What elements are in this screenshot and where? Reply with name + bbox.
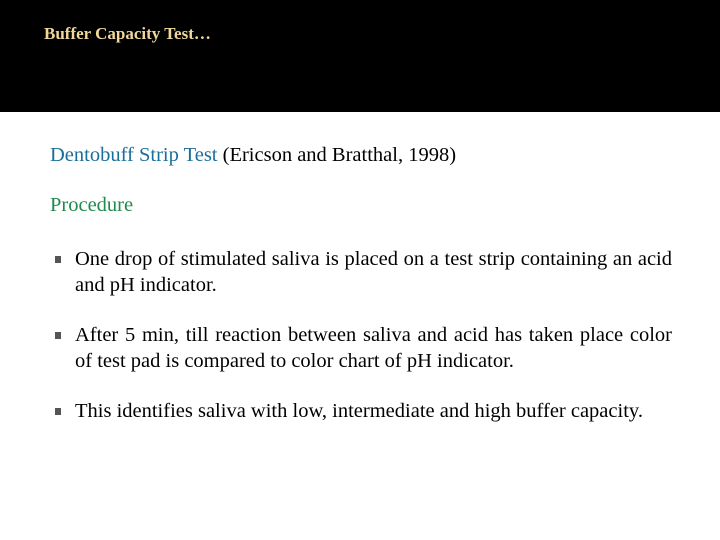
procedure-item — [50, 246, 672, 298]
heading-test-name: Dentobuff Strip Test — [50, 144, 218, 166]
slide-title: Buffer Capacity Test… — [44, 24, 211, 43]
procedure-item — [50, 322, 672, 374]
title-bar — [0, 0, 720, 112]
heading-citation: (Ericson and Bratthal, 1998) — [217, 144, 457, 166]
square-bullet-icon — [55, 332, 61, 339]
procedure-item-text: After 5 min, till reaction between saliva and acid has taken place color of test pad is compared to color chart of pH indicator. — [75, 324, 672, 372]
procedure-label: Procedure — [50, 194, 134, 216]
procedure-item-text: One drop of stimulated saliva is placed on a test strip containing an acid and pH indicator. — [75, 248, 672, 296]
square-bullet-icon — [55, 408, 61, 415]
procedure-item-text: This identifies saliva with low, intermediate and high buffer capacity. — [75, 400, 643, 422]
square-bullet-icon — [55, 256, 61, 263]
slide-content — [0, 112, 720, 540]
procedure-list — [50, 246, 672, 448]
procedure-item — [50, 398, 672, 424]
section-heading — [50, 144, 456, 167]
